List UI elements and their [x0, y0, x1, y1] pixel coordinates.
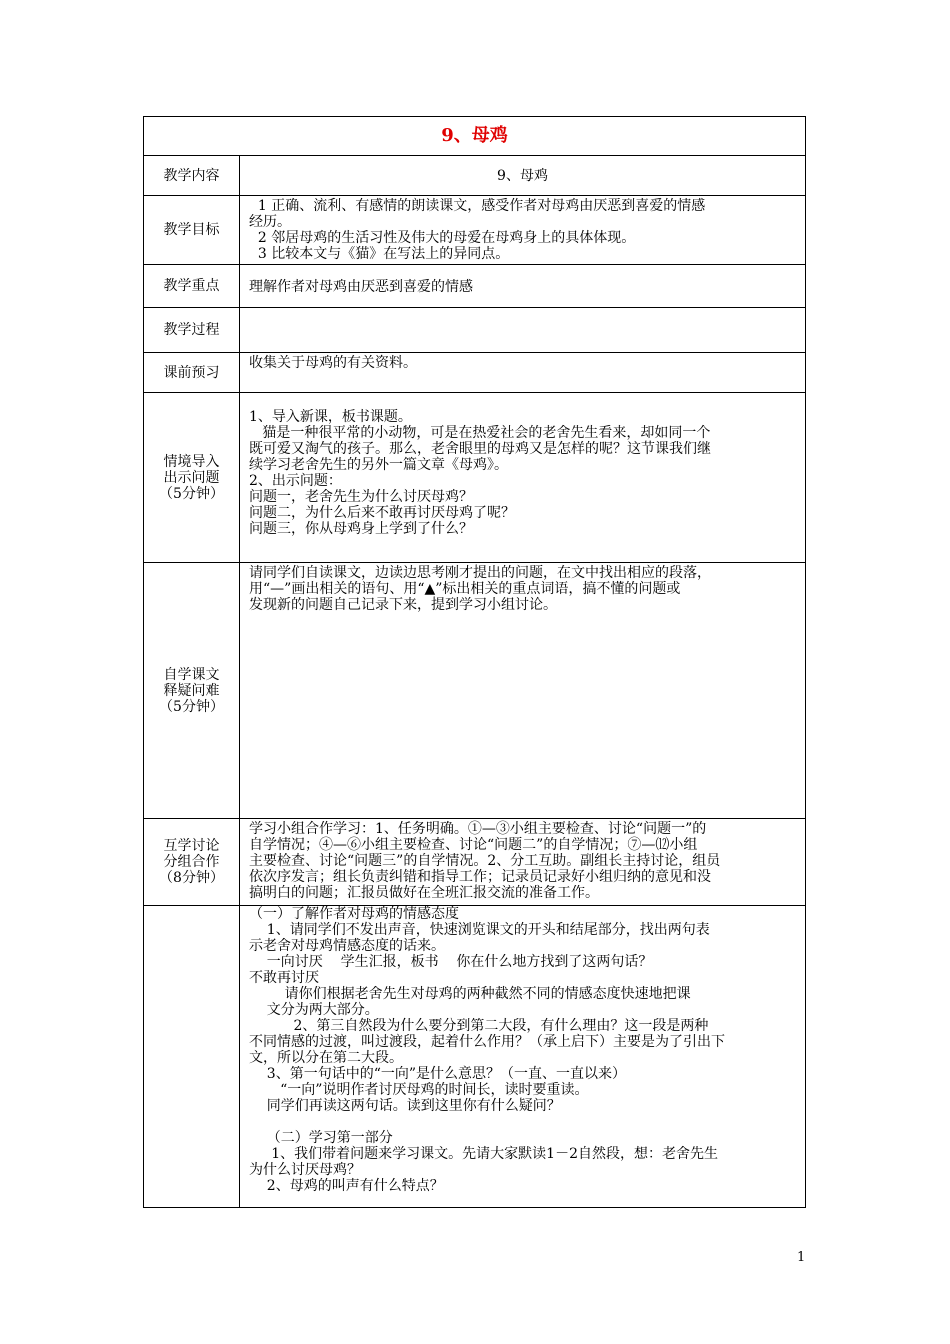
self-study-line: 请同学们自读课文，边读边思考刚才提出的问题，在文中找出相应的段落， [249, 565, 711, 581]
lesson-line: 2、母鸡的叫声有什么特点？ [249, 1178, 444, 1194]
intro-line: 2、出示问题： [249, 473, 342, 489]
lesson-line: 文，所以分在第二大段。 [249, 1050, 403, 1066]
goals-line: 1 正确、流利、有感情的朗读课文，感受作者对母鸡由厌恶到喜爱的情感 [249, 198, 706, 214]
goals-line: 3 比较本文与《猫》在写法上的异同点。 [249, 246, 510, 262]
goals-label: 教学目标 [144, 196, 240, 265]
group-line: 依次序发言；组长负责纠错和指导工作；记录员记录好小组归纳的意见和没 [249, 869, 711, 885]
content-value: 9、母鸡 [240, 156, 806, 196]
self-study-line: 发现新的问题自己记录下来，提到学习小组讨论。 [249, 597, 557, 613]
focus-label: 教学重点 [144, 265, 240, 308]
group-line: 搞明白的问题；汇报员做好在全班汇报交流的准备工作。 [249, 885, 599, 901]
lesson-line: 不敢再讨厌 [249, 970, 319, 986]
self-study-label-line: 释疑问难 [163, 682, 220, 699]
intro-line: 问题一，老舍先生为什么讨厌母鸡？ [249, 489, 473, 505]
lesson-line: 为什么讨厌母鸡？ [249, 1162, 361, 1178]
lesson-line: 3、第一句话中的“一向”是什么意思？（一直、一直以来） [249, 1066, 627, 1082]
lesson-line: “一向”说明作者讨厌母鸡的时间长，读时要重读。 [249, 1082, 589, 1098]
lesson-line: （一）了解作者对母鸡的情感态度 [249, 906, 459, 922]
group-line: 主要检查、讨论“问题三”的自学情况。2、分工互助。副组长主持讨论，组员 [249, 853, 721, 869]
lesson-line: 2、第三自然段为什么要分到第二大段，有什么理由？这一段是两种 [249, 1018, 709, 1034]
self-study-label-line: 自学课文 [163, 666, 220, 683]
goals-text [240, 196, 806, 265]
goals-line: 经历。 [249, 214, 291, 230]
intro-line: 既可爱又淘气的孩子。那么，老舍眼里的母鸡又是怎样的呢？这节课我们继 [249, 441, 711, 457]
self-study-line: 用“—”画出相关的语句、用“▲”标出相关的重点词语，搞不懂的问题或 [249, 581, 681, 597]
intro-line: 续学习老舍先生的另外一篇文章《母鸡》。 [249, 457, 508, 473]
group-label-line: （8分钟） [159, 870, 224, 886]
self-study-text [240, 563, 806, 819]
intro-label-line: （5分钟） [159, 485, 224, 502]
self-study-label-line: （5分钟） [159, 698, 224, 715]
focus-value: 理解作者对母鸡由厌恶到喜爱的情感 [240, 265, 806, 308]
lesson-plan-table [143, 116, 806, 1208]
lesson-line: 示老舍对母鸡情感态度的话来。 [249, 938, 445, 954]
preview-value: 收集关于母鸡的有关资料。 [240, 353, 806, 393]
page-number: 1 [797, 1250, 806, 1265]
intro-text [240, 393, 806, 563]
lesson-title: 9、母鸡 [144, 117, 806, 156]
lesson-line: 请你们根据老舍先生对母鸡的两种截然不同的情感态度快速地把课 [249, 986, 691, 1002]
group-label-line: 互学讨论 [163, 838, 220, 854]
lesson-line: 同学们再读这两句话。读到这里你有什么疑问？ [249, 1098, 561, 1114]
intro-line: 问题二，为什么后来不敢再讨厌母鸡了呢？ [249, 505, 515, 521]
group-line: 学习小组合作学习：1、任务明确。①—③小组主要检查、讨论“问题一”的 [249, 821, 707, 837]
intro-line: 1、导入新课，板书课题。 [249, 409, 412, 425]
intro-line: 猫是一种很平常的小动物，可是在热爱社会的老舍先生看来，却如同一个 [249, 425, 711, 441]
lesson-line: 不同情感的过渡，叫过渡段，起着什么作用？（承上启下）主要是为了引出下 [249, 1034, 725, 1050]
self-study-label [144, 563, 240, 819]
lesson-line: 文分为两大部分。 [249, 1002, 379, 1018]
intro-line: 问题三，你从母鸡身上学到了什么？ [249, 521, 473, 537]
group-text [240, 819, 806, 906]
lesson-line: （二）学习第一部分 [249, 1130, 393, 1146]
content-label: 教学内容 [144, 156, 240, 196]
intro-label [144, 393, 240, 563]
group-line: 自学情况；④—⑥小组主要检查、讨论“问题二”的自学情况；⑦—⑿小组 [249, 837, 698, 853]
lesson-line: 1、我们带着问题来学习课文。先请大家默读1－2自然段，想：老舍先生 [249, 1146, 718, 1162]
preview-label: 课前预习 [144, 353, 240, 393]
lesson-line: 一向讨厌 学生汇报，板书 你在什么地方找到了这两句话？ [249, 954, 653, 970]
group-label-line: 分组合作 [163, 854, 220, 870]
group-label [144, 819, 240, 906]
process-value [240, 308, 806, 353]
intro-label-line: 出示问题 [163, 469, 220, 486]
lesson-line [249, 1114, 797, 1130]
lesson-text [240, 906, 806, 1208]
intro-label-line: 情境导入 [163, 453, 220, 470]
lesson-line: 1、请同学们不发出声音，快速浏览课文的开头和结尾部分，找出两句表 [249, 922, 710, 938]
process-label: 教学过程 [144, 308, 240, 353]
goals-line: 2 邻居母鸡的生活习性及伟大的母爱在母鸡身上的具体体现。 [249, 230, 636, 246]
lesson-label [144, 906, 240, 1208]
